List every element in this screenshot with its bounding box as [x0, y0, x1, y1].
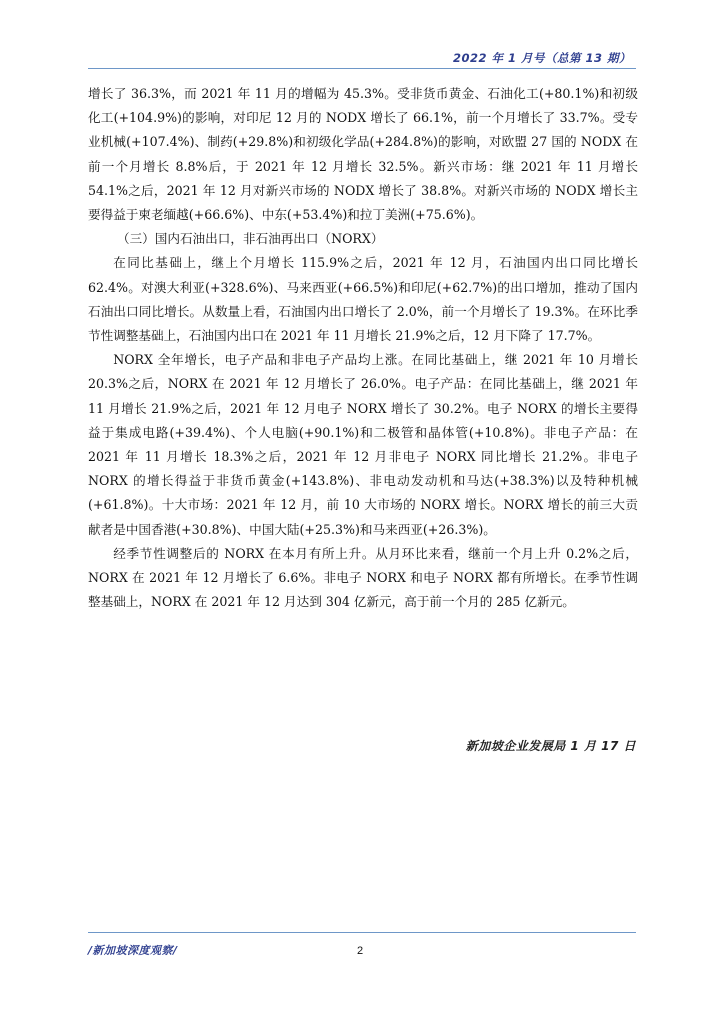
paragraph-oil-exports: 在同比基础上，继上个月增长 115.9%之后，2021 年 12 月，石油国内出口同比增长 62.4%。对澳大利亚(+328.6%)、马来西亚(+66.5%)和印尼(+62.7%)的出口增加，推动了国内石油出口同比增长。从数量上看，石油国内出口增长了 2.0%，前一个月增长了 19.3%。在环比季节性调整基础上，石油国内出口在 2021 年 11 月增长 21.9%之后，12 月下降了 17.7%。: [88, 255, 638, 344]
section-heading: （三）国内石油出口，非石油再出口（NORX）: [116, 231, 384, 247]
paragraph-norx-seasonal: 经季节性调整后的 NORX 在本月有所上升。从月环比来看，继前一个月上升 0.2%之后，NORX 在 2021 年 12 月增长了 6.6%。非电子 NORX 和电子 NORX 都有所增长。在季节性调整基础上，NORX 在 2021 年 12 月达到 304 亿新元，高于前一个月的 285 亿新元。: [88, 545, 638, 610]
publication-name: /新加坡深度观察/: [88, 944, 178, 957]
signature: 新加坡企业发展局 1 月 17 日: [465, 739, 636, 753]
paragraph-continuation: 增长了 36.3%，而 2021 年 11 月的增幅为 45.3%。受非货币黄金、石油化工(+80.1%)和初级化工(+104.9%)的影响，对印尼 12 月的 NODX 增长了 66.1%，前一个月增长了 33.7%。受专业机械(+107.4%)、制药(+29.8%)和初级化学品(+284.8%)的影响，对欧盟 27 国的 NODX 在前一个月增长 8.8%后，于 2021 年 12 月增长 32.5%。新兴市场：继 2021 年 11 月增长 54.1%之后，2021 年 12 月对新兴市场的 NODX 增长了 38.8%。对新兴市场的 NODX 增长主要得益于柬老缅越(+66.6%)、中东(+53.4%)和拉丁美洲(+75.6%)。: [88, 86, 638, 223]
header-divider: [88, 68, 636, 69]
page-number: 2: [357, 945, 364, 957]
footer-divider: [88, 932, 636, 933]
paragraph-norx-yoy: NORX 全年增长，电子产品和非电子产品均上涨。在同比基础上，继 2021 年 10 月增长 20.3%之后，NORX 在 2021 年 12 月增长了 26.0%。电子产品：在同比基础上，继 2021 年 11 月增长 21.9%之后，2021 年 12 月电子 NORX 增长了 30.2%。电子 NORX 的增长主要得益于集成电路(+39.4%)、个人电脑(+90.1%)和二极管和晶体管(+10.8%)。非电子产品：在 2021 年 11 月增长 18.3%之后，2021 年 12 月非电子 NORX 同比增长 21.2%。非电子 NORX 的增长得益于非货币黄金(+143.8%)、非电动发动机和马达(+38.3%)以及特种机械(+61.8%)。十大市场：2021 年 12 月，前 10 大市场的 NORX 增长。NORX 增长的前三大贡献者是中国香港(+30.8%)、中国大陆(+25.3%)和马来西亚(+26.3%)。: [88, 352, 638, 537]
issue-header: 2022 年 1 月号（总第 13 期）: [452, 51, 631, 65]
article-body: [88, 82, 638, 614]
